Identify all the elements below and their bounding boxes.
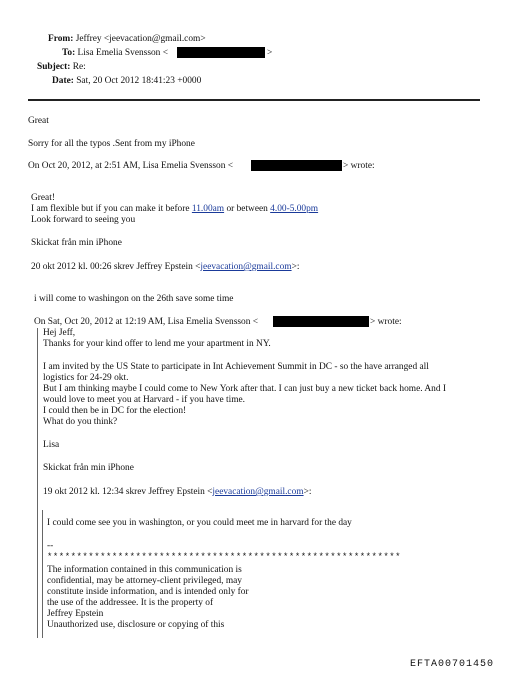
- message-text-part: I am flexible but if you can make it before: [31, 204, 192, 214]
- date-line: [52, 76, 201, 87]
- message-text: Great!: [31, 193, 55, 203]
- to-label: To:: [62, 48, 76, 58]
- signature: Skickat från min iPhone: [43, 463, 134, 473]
- message-text-part: or between: [224, 204, 271, 214]
- email-link[interactable]: jeevacation@gmail.com: [212, 487, 304, 497]
- quote-bar: [42, 510, 43, 638]
- signature-dash: --: [47, 541, 54, 551]
- message-text: I could then be in DC for the election!: [43, 406, 187, 416]
- redaction-box: [177, 47, 265, 58]
- from-label: From:: [48, 34, 74, 44]
- to-line: [62, 48, 168, 59]
- subject-line: [37, 62, 86, 73]
- quote-intro: [43, 487, 311, 498]
- to-suffix: >: [267, 48, 273, 58]
- redaction-box: [251, 160, 342, 171]
- disclaimer-text: constitute inside information, and is intended only for: [47, 587, 249, 597]
- subject-label: Subject:: [37, 62, 71, 72]
- message-text: I am invited by the US State to participate in Int Achievement Summit in DC - so the have arranged all: [43, 362, 429, 372]
- time-link[interactable]: 11.00am: [191, 204, 225, 214]
- message-text: [31, 204, 318, 215]
- redaction-box: [273, 316, 369, 327]
- quote-intro-text: >:: [291, 262, 300, 272]
- signature: Skickat från min iPhone: [31, 238, 122, 248]
- quote-bar: [37, 328, 38, 638]
- message-text: i will come to washingon on the 26th save some time: [34, 294, 234, 304]
- message-text: Thanks for your kind offer to lend me your apartment in NY.: [43, 339, 271, 349]
- date-value: Sat, 20 Oct 2012 18:41:23 +0000: [76, 76, 202, 86]
- message-text: But I am thinking maybe I could come to New York after that. I can just buy a new ticket back home. And I: [43, 384, 447, 394]
- message-text: Great: [28, 116, 49, 126]
- quote-suffix: > wrote:: [370, 317, 402, 327]
- disclaimer-text: Jeffrey Epstein: [47, 609, 104, 619]
- message-text: logistics for 24-29 okt.: [43, 373, 129, 383]
- message-text: Sorry for all the typos .Sent from my iPhone: [28, 139, 195, 149]
- separator-stars: ************************************************************: [47, 552, 402, 562]
- quote-intro-text: 20 okt 2012 kl. 00:26 skrev Jeffrey Epstein <: [31, 262, 201, 272]
- disclaimer-text: The information contained in this communication is: [47, 565, 242, 575]
- time-range-link[interactable]: 4.00-5.00pm: [270, 204, 319, 214]
- disclaimer-text: the use of the addressee. It is the property of: [47, 598, 214, 608]
- quote-intro: [31, 262, 299, 273]
- from-value: Jeffrey <jeevacation@gmail.com>: [75, 34, 206, 44]
- disclaimer-text: Unauthorized use, disclosure or copying of this: [47, 620, 225, 630]
- message-text: would love to meet you at Harvard - if you have time.: [43, 395, 246, 405]
- to-value: Lisa Emelia Svensson <: [77, 48, 168, 58]
- header-divider: [28, 99, 480, 101]
- subject-value: Re:: [72, 62, 86, 72]
- quote-intro: On Sat, Oct 20, 2012 at 12:19 AM, Lisa Emelia Svensson <: [34, 317, 259, 327]
- message-text: I could come see you in washington, or you could meet me in harvard for the day: [47, 518, 352, 528]
- message-text: Look forward to seeing you: [31, 215, 136, 225]
- quote-intro-text: 19 okt 2012 kl. 12:34 skrev Jeffrey Epstein <: [43, 487, 213, 497]
- message-text: What do you think?: [43, 417, 118, 427]
- quote-suffix: > wrote:: [343, 161, 375, 171]
- from-line: [48, 34, 206, 45]
- date-label: Date:: [52, 76, 74, 86]
- disclaimer-text: confidential, may be attorney-client privileged, may: [47, 576, 242, 586]
- email-link[interactable]: jeevacation@gmail.com: [200, 262, 292, 272]
- quote-intro-text: >:: [303, 487, 312, 497]
- greeting: Hej Jeff,: [43, 328, 76, 338]
- document-id: EFTA00701450: [410, 659, 495, 670]
- sender-name: Lisa: [43, 440, 60, 450]
- quote-intro: On Oct 20, 2012, at 2:51 AM, Lisa Emelia Svensson <: [28, 161, 234, 171]
